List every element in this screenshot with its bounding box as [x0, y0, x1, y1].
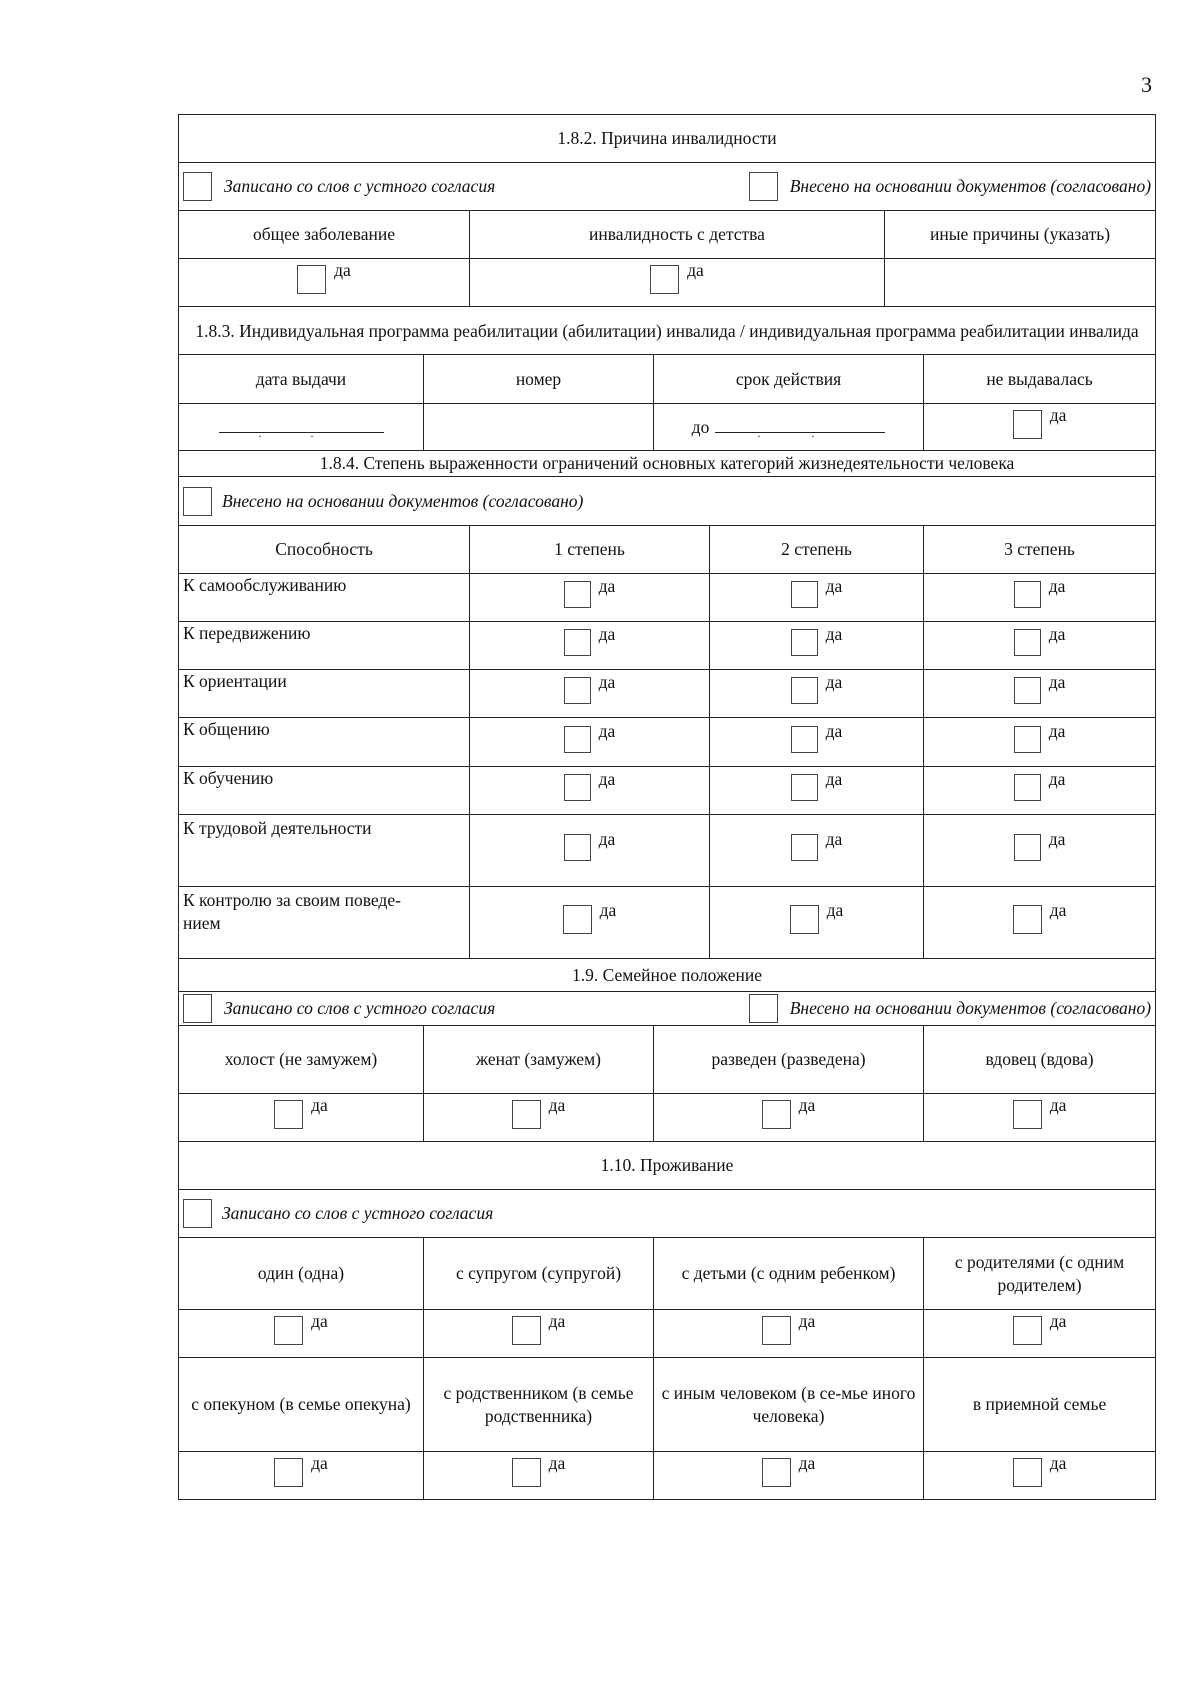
s19-oral-consent-label: Записано со слов с устного согласия	[224, 998, 496, 1018]
s19-documents-label: Внесено на основании документов (согласовано)	[789, 998, 1152, 1018]
s110-oral-consent-label: Записано со слов с устного согласия	[222, 1203, 494, 1223]
work-degree-2-checkbox[interactable]	[791, 834, 818, 861]
validity-date-field[interactable]: . .	[715, 418, 885, 433]
section-1-9-title: 1.9. Семейное положение	[179, 959, 1156, 992]
yes-label: да	[1049, 900, 1067, 920]
with-other-person-yes-checkbox[interactable]	[762, 1458, 791, 1487]
ability-label: К трудовой деятельности	[179, 815, 470, 887]
yes-label: да	[825, 829, 843, 849]
communication-degree-2-checkbox[interactable]	[791, 726, 818, 753]
behavior-control-degree-2-checkbox[interactable]	[790, 905, 819, 934]
header-with-parents: с родителями (с одним родителем)	[924, 1238, 1156, 1310]
header-ability: Способность	[179, 526, 470, 574]
header-with-other-person: с иным человеком (в се-мье иного человека)	[654, 1358, 924, 1452]
header-widowed: вдовец (вдова)	[924, 1026, 1156, 1094]
issue-date-field[interactable]: . .	[219, 418, 384, 433]
with-children-yes-checkbox[interactable]	[762, 1316, 791, 1345]
header-not-issued: не выдавалась	[924, 355, 1156, 404]
ability-row	[179, 718, 1156, 767]
header-with-relative: с родственником (в семье родственника)	[424, 1358, 654, 1452]
yes-label: да	[311, 1095, 328, 1115]
yes-label: да	[825, 769, 843, 789]
yes-label: да	[598, 720, 616, 741]
s110-oral-consent-checkbox[interactable]	[183, 1199, 212, 1228]
ability-label: К обучению	[179, 767, 470, 815]
s19-oral-consent-checkbox[interactable]	[183, 994, 212, 1023]
divorced-yes-checkbox[interactable]	[762, 1100, 791, 1129]
section-1-8-2-title: 1.8.2. Причина инвалидности	[179, 115, 1156, 163]
header-with-spouse: с супругом (супругой)	[424, 1238, 654, 1310]
until-label: до	[691, 416, 710, 437]
yes-label: да	[1049, 1311, 1067, 1331]
header-alone: один (одна)	[179, 1238, 424, 1310]
self-care-degree-3-checkbox[interactable]	[1014, 581, 1041, 608]
ability-row	[179, 767, 1156, 815]
header-number: номер	[424, 355, 654, 404]
work-degree-1-checkbox[interactable]	[564, 834, 591, 861]
ability-row	[179, 670, 1156, 718]
s184-documents-checkbox[interactable]	[183, 487, 212, 516]
work-degree-3-checkbox[interactable]	[1014, 834, 1041, 861]
with-relative-yes-checkbox[interactable]	[512, 1458, 541, 1487]
header-degree-3: 3 степень	[924, 526, 1156, 574]
s182-consent-row	[183, 172, 1151, 201]
orientation-degree-2-checkbox[interactable]	[791, 677, 818, 704]
communication-degree-3-checkbox[interactable]	[1014, 726, 1041, 753]
header-with-children: с детьми (с одним ребенком)	[654, 1238, 924, 1310]
single-yes-checkbox[interactable]	[274, 1100, 303, 1129]
s184-documents-label: Внесено на основании документов (согласовано)	[222, 490, 584, 511]
ability-row	[179, 574, 1156, 622]
yes-label: да	[598, 576, 616, 596]
yes-label: да	[1048, 624, 1066, 644]
with-spouse-yes-checkbox[interactable]	[512, 1316, 541, 1345]
page-number: 3	[1141, 72, 1152, 97]
widowed-yes-checkbox[interactable]	[1013, 1100, 1042, 1129]
program-number-field[interactable]	[424, 404, 654, 451]
yes-label: да	[1048, 576, 1066, 596]
yes-label: да	[1049, 1095, 1067, 1115]
yes-label: да	[598, 829, 616, 849]
yes-label: да	[825, 576, 843, 596]
yes-label: да	[598, 769, 616, 789]
yes-label: да	[334, 260, 351, 280]
with-parents-yes-checkbox[interactable]	[1013, 1316, 1042, 1345]
section-1-8-3-title: 1.8.3. Индивидуальная программа реабилитации (абилитации) инвалида / индивидуальная программа реабилитации инвалида	[179, 307, 1156, 355]
not-issued-yes-checkbox[interactable]	[1013, 410, 1042, 439]
foster-family-yes-checkbox[interactable]	[1013, 1458, 1042, 1487]
self-care-degree-2-checkbox[interactable]	[791, 581, 818, 608]
header-foster-family: в приемной семье	[924, 1358, 1156, 1452]
married-yes-checkbox[interactable]	[512, 1100, 541, 1129]
header-general-disease: общее заболевание	[179, 211, 470, 259]
with-guardian-yes-checkbox[interactable]	[274, 1458, 303, 1487]
header-divorced: разведен (разведена)	[654, 1026, 924, 1094]
yes-label: да	[548, 1453, 566, 1473]
header-disability-since-childhood: инвалидность с детства	[470, 211, 885, 259]
header-single: холост (не замужем)	[179, 1026, 424, 1094]
learning-degree-3-checkbox[interactable]	[1014, 774, 1041, 801]
yes-label: да	[826, 900, 844, 920]
ability-label: К контролю за своим поведе-нием	[179, 887, 470, 959]
s182-documents-label: Внесено на основании документов (согласовано)	[789, 176, 1152, 196]
learning-degree-1-checkbox[interactable]	[564, 774, 591, 801]
ability-row	[179, 887, 1156, 959]
header-issue-date: дата выдачи	[179, 355, 424, 404]
section-1-8-4-title: 1.8.4. Степень выраженности ограничений основных категорий жизнедеятельности человека	[179, 451, 1156, 477]
yes-label: да	[825, 624, 843, 644]
yes-label: да	[1048, 672, 1066, 692]
ability-label: К передвижению	[179, 622, 470, 670]
yes-label: да	[798, 1311, 816, 1331]
ability-row	[179, 622, 1156, 670]
header-degree-2: 2 степень	[710, 526, 924, 574]
yes-label: да	[1048, 769, 1066, 789]
yes-label: да	[598, 672, 616, 692]
yes-label: да	[798, 1453, 816, 1473]
behavior-control-degree-1-checkbox[interactable]	[563, 905, 592, 934]
childhood-disability-yes-checkbox[interactable]	[650, 265, 679, 294]
general-disease-yes-checkbox[interactable]	[297, 265, 326, 294]
ability-label: К самообслуживанию	[179, 574, 470, 622]
yes-label: да	[1049, 404, 1067, 425]
self-care-degree-1-checkbox[interactable]	[564, 581, 591, 608]
yes-label: да	[1048, 720, 1066, 741]
yes-label: да	[599, 900, 617, 920]
mobility-degree-3-checkbox[interactable]	[1014, 629, 1041, 656]
header-married: женат (замужем)	[424, 1026, 654, 1094]
yes-label: да	[548, 1095, 566, 1115]
header-other-reasons: иные причины (указать)	[885, 211, 1156, 259]
ability-row	[179, 815, 1156, 887]
s182-oral-consent-checkbox[interactable]	[183, 172, 212, 201]
s19-documents-checkbox[interactable]	[749, 994, 778, 1023]
yes-label: да	[598, 624, 616, 644]
yes-label: да	[311, 1311, 328, 1331]
yes-label: да	[311, 1453, 328, 1473]
yes-label: да	[825, 720, 843, 741]
learning-degree-2-checkbox[interactable]	[791, 774, 818, 801]
header-with-guardian: с опекуном (в семье опекуна)	[179, 1358, 424, 1452]
yes-label: да	[687, 260, 704, 280]
communication-degree-1-checkbox[interactable]	[564, 726, 591, 753]
yes-label: да	[1049, 1453, 1067, 1473]
orientation-degree-3-checkbox[interactable]	[1014, 677, 1041, 704]
mobility-degree-2-checkbox[interactable]	[791, 629, 818, 656]
yes-label: да	[548, 1311, 566, 1331]
alone-yes-checkbox[interactable]	[274, 1316, 303, 1345]
s182-oral-consent-label: Записано со слов с устного согласия	[224, 176, 496, 196]
other-reasons-field[interactable]	[885, 259, 1156, 307]
disability-form-table	[178, 114, 1156, 1500]
yes-label: да	[1048, 829, 1066, 849]
mobility-degree-1-checkbox[interactable]	[564, 629, 591, 656]
behavior-control-degree-3-checkbox[interactable]	[1013, 905, 1042, 934]
ability-label: К ориентации	[179, 670, 470, 718]
header-degree-1: 1 степень	[470, 526, 710, 574]
section-1-10-title: 1.10. Проживание	[179, 1142, 1156, 1190]
s182-documents-checkbox[interactable]	[749, 172, 778, 201]
yes-label: да	[798, 1095, 816, 1115]
yes-label: да	[825, 672, 843, 692]
ability-label: К общению	[179, 718, 470, 767]
header-validity-period: срок действия	[654, 355, 924, 404]
orientation-degree-1-checkbox[interactable]	[564, 677, 591, 704]
